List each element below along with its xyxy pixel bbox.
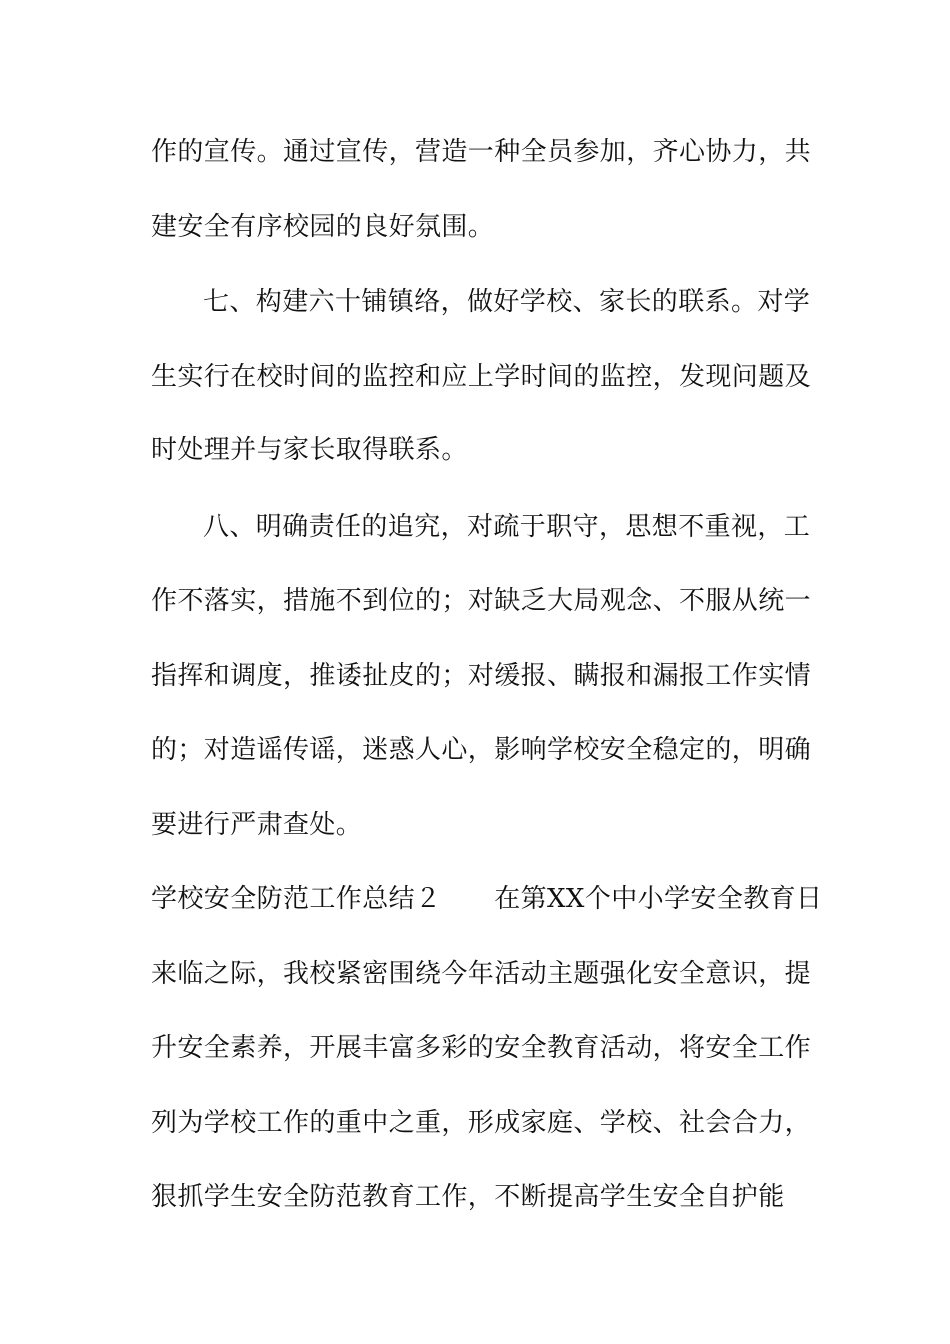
text-line: 作的宣传。通过宣传，营造一种全员参加，齐心协力，共 [151, 137, 812, 167]
text-line: 来临之际，我校紧密围绕今年活动主题强化安全意识，提 [151, 959, 812, 989]
text-line: 建安全有序校园的良好氛围。 [151, 212, 495, 242]
text-line: 生实行在校时间的监控和应上学时间的监控，发现问题及 [151, 362, 812, 392]
section-heading-line: 学校安全防范工作总结２ 在第XX个中小学安全教育日 [151, 884, 823, 914]
text-line: 要进行严肃查处。 [151, 810, 363, 840]
text-line: 升安全素养，开展丰富多彩的安全教育活动，将安全工作 [151, 1033, 812, 1063]
paragraph-start-line: 七、构建六十铺镇络，做好学校、家长的联系。对学 [203, 287, 811, 317]
text-line: 的；对造谣传谣，迷惑人心，影响学校安全稳定的，明确 [151, 735, 812, 765]
text-line: 指挥和调度，推诿扯皮的；对缓报、瞒报和漏报工作实情 [151, 661, 812, 691]
text-line: 作不落实，措施不到位的；对缺乏大局观念、不服从统一 [151, 586, 812, 616]
text-line: 狠抓学生安全防范教育工作，不断提高学生安全自护能 [151, 1182, 785, 1212]
text-line: 时处理并与家长取得联系。 [151, 435, 468, 465]
paragraph-start-line: 八、明确责任的追究，对疏于职守，思想不重视，工 [203, 512, 811, 542]
text-line: 列为学校工作的重中之重，形成家庭、学校、社会合力， [151, 1108, 812, 1138]
